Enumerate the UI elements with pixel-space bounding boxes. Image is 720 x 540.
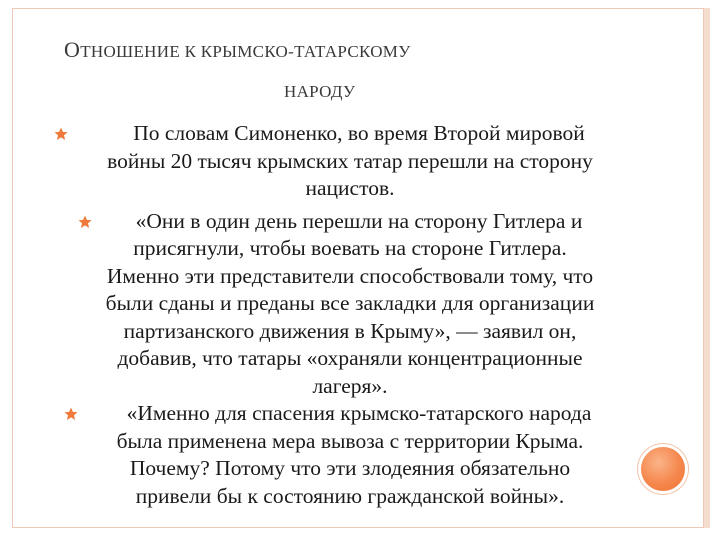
slide-title xyxy=(64,36,644,106)
bullet-3-line-4: привели бы к состоянию гражданской войны». xyxy=(135,483,565,508)
bullet-2-line-4: были сданы и преданы все закладки для организации xyxy=(105,291,595,315)
slide-title-line-1 xyxy=(64,36,644,66)
bullet-item-3 xyxy=(60,400,640,510)
bullet-2-line-7: лагеря». xyxy=(312,373,388,398)
star-bullet-icon xyxy=(78,215,92,229)
bullet-2-line-3: Именно эти представители способствовали тому, что xyxy=(106,263,594,288)
slide-side-band xyxy=(704,8,710,528)
decorative-orange-circle xyxy=(641,447,685,491)
bullet-2-line-1: «Они в один день перешли на сторону Гитлера и xyxy=(135,208,583,233)
bullet-2-line-6: добавив, что татары «охраняли концентрационные xyxy=(117,346,583,370)
bullet-item-1 xyxy=(60,120,640,203)
bullet-3-line-2: была применена мера вывоза с территории Крыма. xyxy=(116,428,584,453)
title-initial-cap: О xyxy=(64,37,81,62)
slide-title-line-2: НАРОДУ xyxy=(284,82,356,101)
bullet-2-line-2: присягнули, чтобы воевать на стороне Гитлера. xyxy=(133,236,567,260)
bullet-3-line-1: «Именно для спасения крымско-татарского народа xyxy=(126,401,592,425)
bullet-3-line-3: Почему? Потому что эти злодеяния обязательно xyxy=(129,456,571,480)
bullet-1-line-3: нацистов. xyxy=(305,176,395,200)
slide-body xyxy=(60,120,640,510)
title-line-1-text: ТНОШЕНИЕ К КРЫМСКО-ТАТАРСКОМУ xyxy=(80,42,411,61)
bullet-1-line-1: По словам Симоненко, во время Второй мировой xyxy=(133,121,585,145)
star-bullet-icon xyxy=(64,407,78,421)
bullet-1-line-2: войны 20 тысяч крымских татар перешли на сторону xyxy=(107,148,593,173)
bullet-item-2 xyxy=(60,208,640,401)
bullet-2-line-5: партизанского движения в Крыму», — заявил он, xyxy=(123,318,577,343)
star-bullet-icon xyxy=(54,127,68,141)
